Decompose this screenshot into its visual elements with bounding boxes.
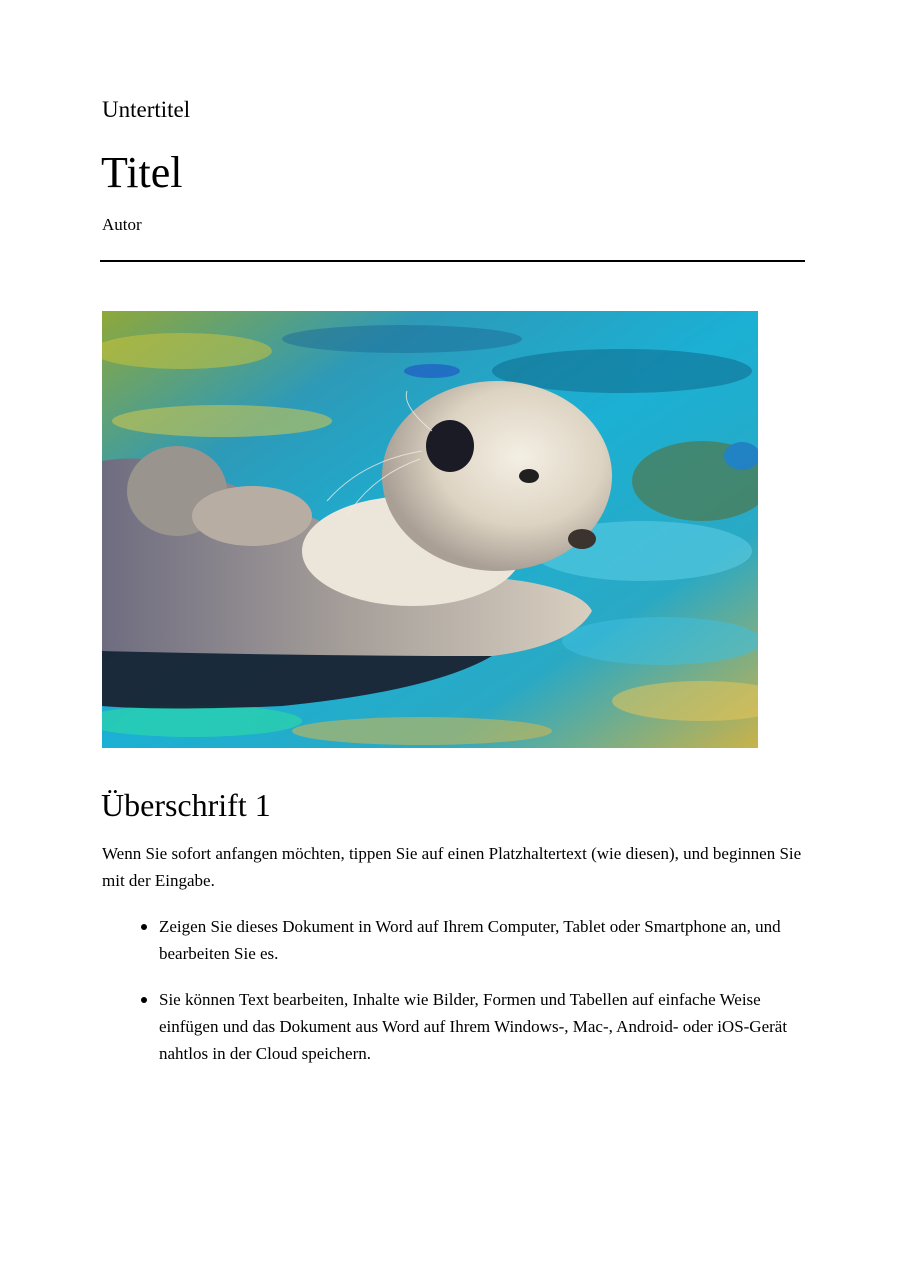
photo-sea-otter-icon: [102, 311, 758, 748]
document-author[interactable]: Autor: [102, 215, 142, 234]
bullet-list: [102, 913, 807, 1086]
bullet-icon: [141, 924, 147, 930]
bullet-item[interactable]: [102, 913, 807, 967]
document-title[interactable]: Titel: [101, 148, 183, 197]
heading-1[interactable]: Überschrift 1: [101, 787, 271, 823]
document-subtitle[interactable]: Untertitel: [102, 97, 191, 122]
bullet-icon: [141, 997, 147, 1003]
title-divider: [100, 260, 805, 262]
sea-otter-photo[interactable]: [102, 311, 758, 748]
bullet-text: Zeigen Sie dieses Dokument in Word auf Ihrem Computer, Tablet oder Smartphone an, und bearbeiten Sie es.: [159, 917, 781, 963]
bullet-item[interactable]: [102, 986, 807, 1067]
body-paragraph[interactable]: Wenn Sie sofort anfangen möchten, tippen Sie auf einen Platzhaltertext (wie diesen), und beginnen Sie mit der Eingabe.: [102, 844, 802, 890]
bullet-text: Sie können Text bearbeiten, Inhalte wie Bilder, Formen und Tabellen auf einfache Weise einfügen und das Dokument aus Word auf Ihrem Windows-, Mac-, Android- oder iOS-Gerät nahtlos in der Cloud speichern.: [159, 990, 788, 1063]
